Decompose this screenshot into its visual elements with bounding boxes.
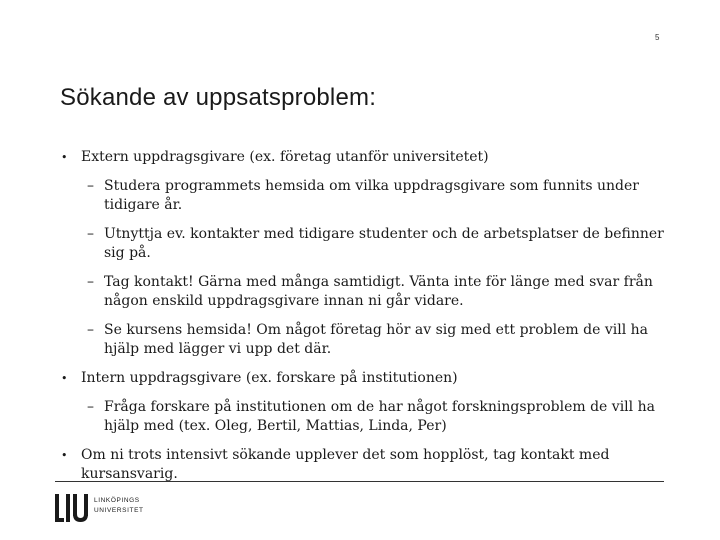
dash-icon: – <box>87 226 94 242</box>
logo-line-2: UNIVERSITET <box>94 507 144 514</box>
logo-text <box>94 496 144 516</box>
bullet-text: Extern uppdragsgivare (ex. företag utanför universitetet) <box>81 149 489 165</box>
sub-item-text: Utnyttja ev. kontakter med tidigare studenter och de arbetsplatser de befinner sig på. <box>104 226 664 261</box>
logo-line-1: LINKÖPINGS <box>94 497 140 504</box>
bullet-item <box>60 148 670 167</box>
sub-item <box>60 398 670 436</box>
bullet-item <box>60 369 670 388</box>
sub-item-text: Se kursens hemsida! Om något företag hör av sig med ett problem de vill ha hjälp med lägger vi upp det där. <box>104 322 648 357</box>
slide-title: Sökande av uppsatsproblem: <box>60 84 377 111</box>
university-logo <box>55 492 155 524</box>
footer-divider <box>55 481 664 482</box>
bullet-icon: • <box>61 372 68 385</box>
sub-item <box>60 225 670 263</box>
bullet-item <box>60 446 670 484</box>
page-number: 5 <box>655 33 660 42</box>
sub-item-text: Studera programmets hemsida om vilka uppdragsgivare som funnits under tidigare år. <box>104 178 639 213</box>
dash-icon: – <box>87 322 94 338</box>
sub-item <box>60 177 670 215</box>
sub-item-text: Tag kontakt! Gärna med många samtidigt. Vänta inte för länge med svar från någon enskild uppdragsgivare innan ni går vidare. <box>104 274 653 309</box>
dash-icon: – <box>87 399 94 415</box>
sub-item-text: Fråga forskare på institutionen om de har något forskningsproblem de vill ha hjälp med (tex. Oleg, Bertil, Mattias, Linda, Per) <box>104 399 655 434</box>
bullet-icon: • <box>61 151 68 164</box>
slide-content <box>60 148 670 494</box>
dash-icon: – <box>87 178 94 194</box>
sub-item <box>60 321 670 359</box>
bullet-text: Om ni trots intensivt sökande upplever det som hopplöst, tag kontakt med kursansvarig. <box>81 447 610 482</box>
bullet-text: Intern uppdragsgivare (ex. forskare på institutionen) <box>81 370 458 386</box>
dash-icon: – <box>87 274 94 290</box>
liu-logo-icon <box>55 492 91 524</box>
bullet-icon: • <box>61 449 68 462</box>
sub-item <box>60 273 670 311</box>
